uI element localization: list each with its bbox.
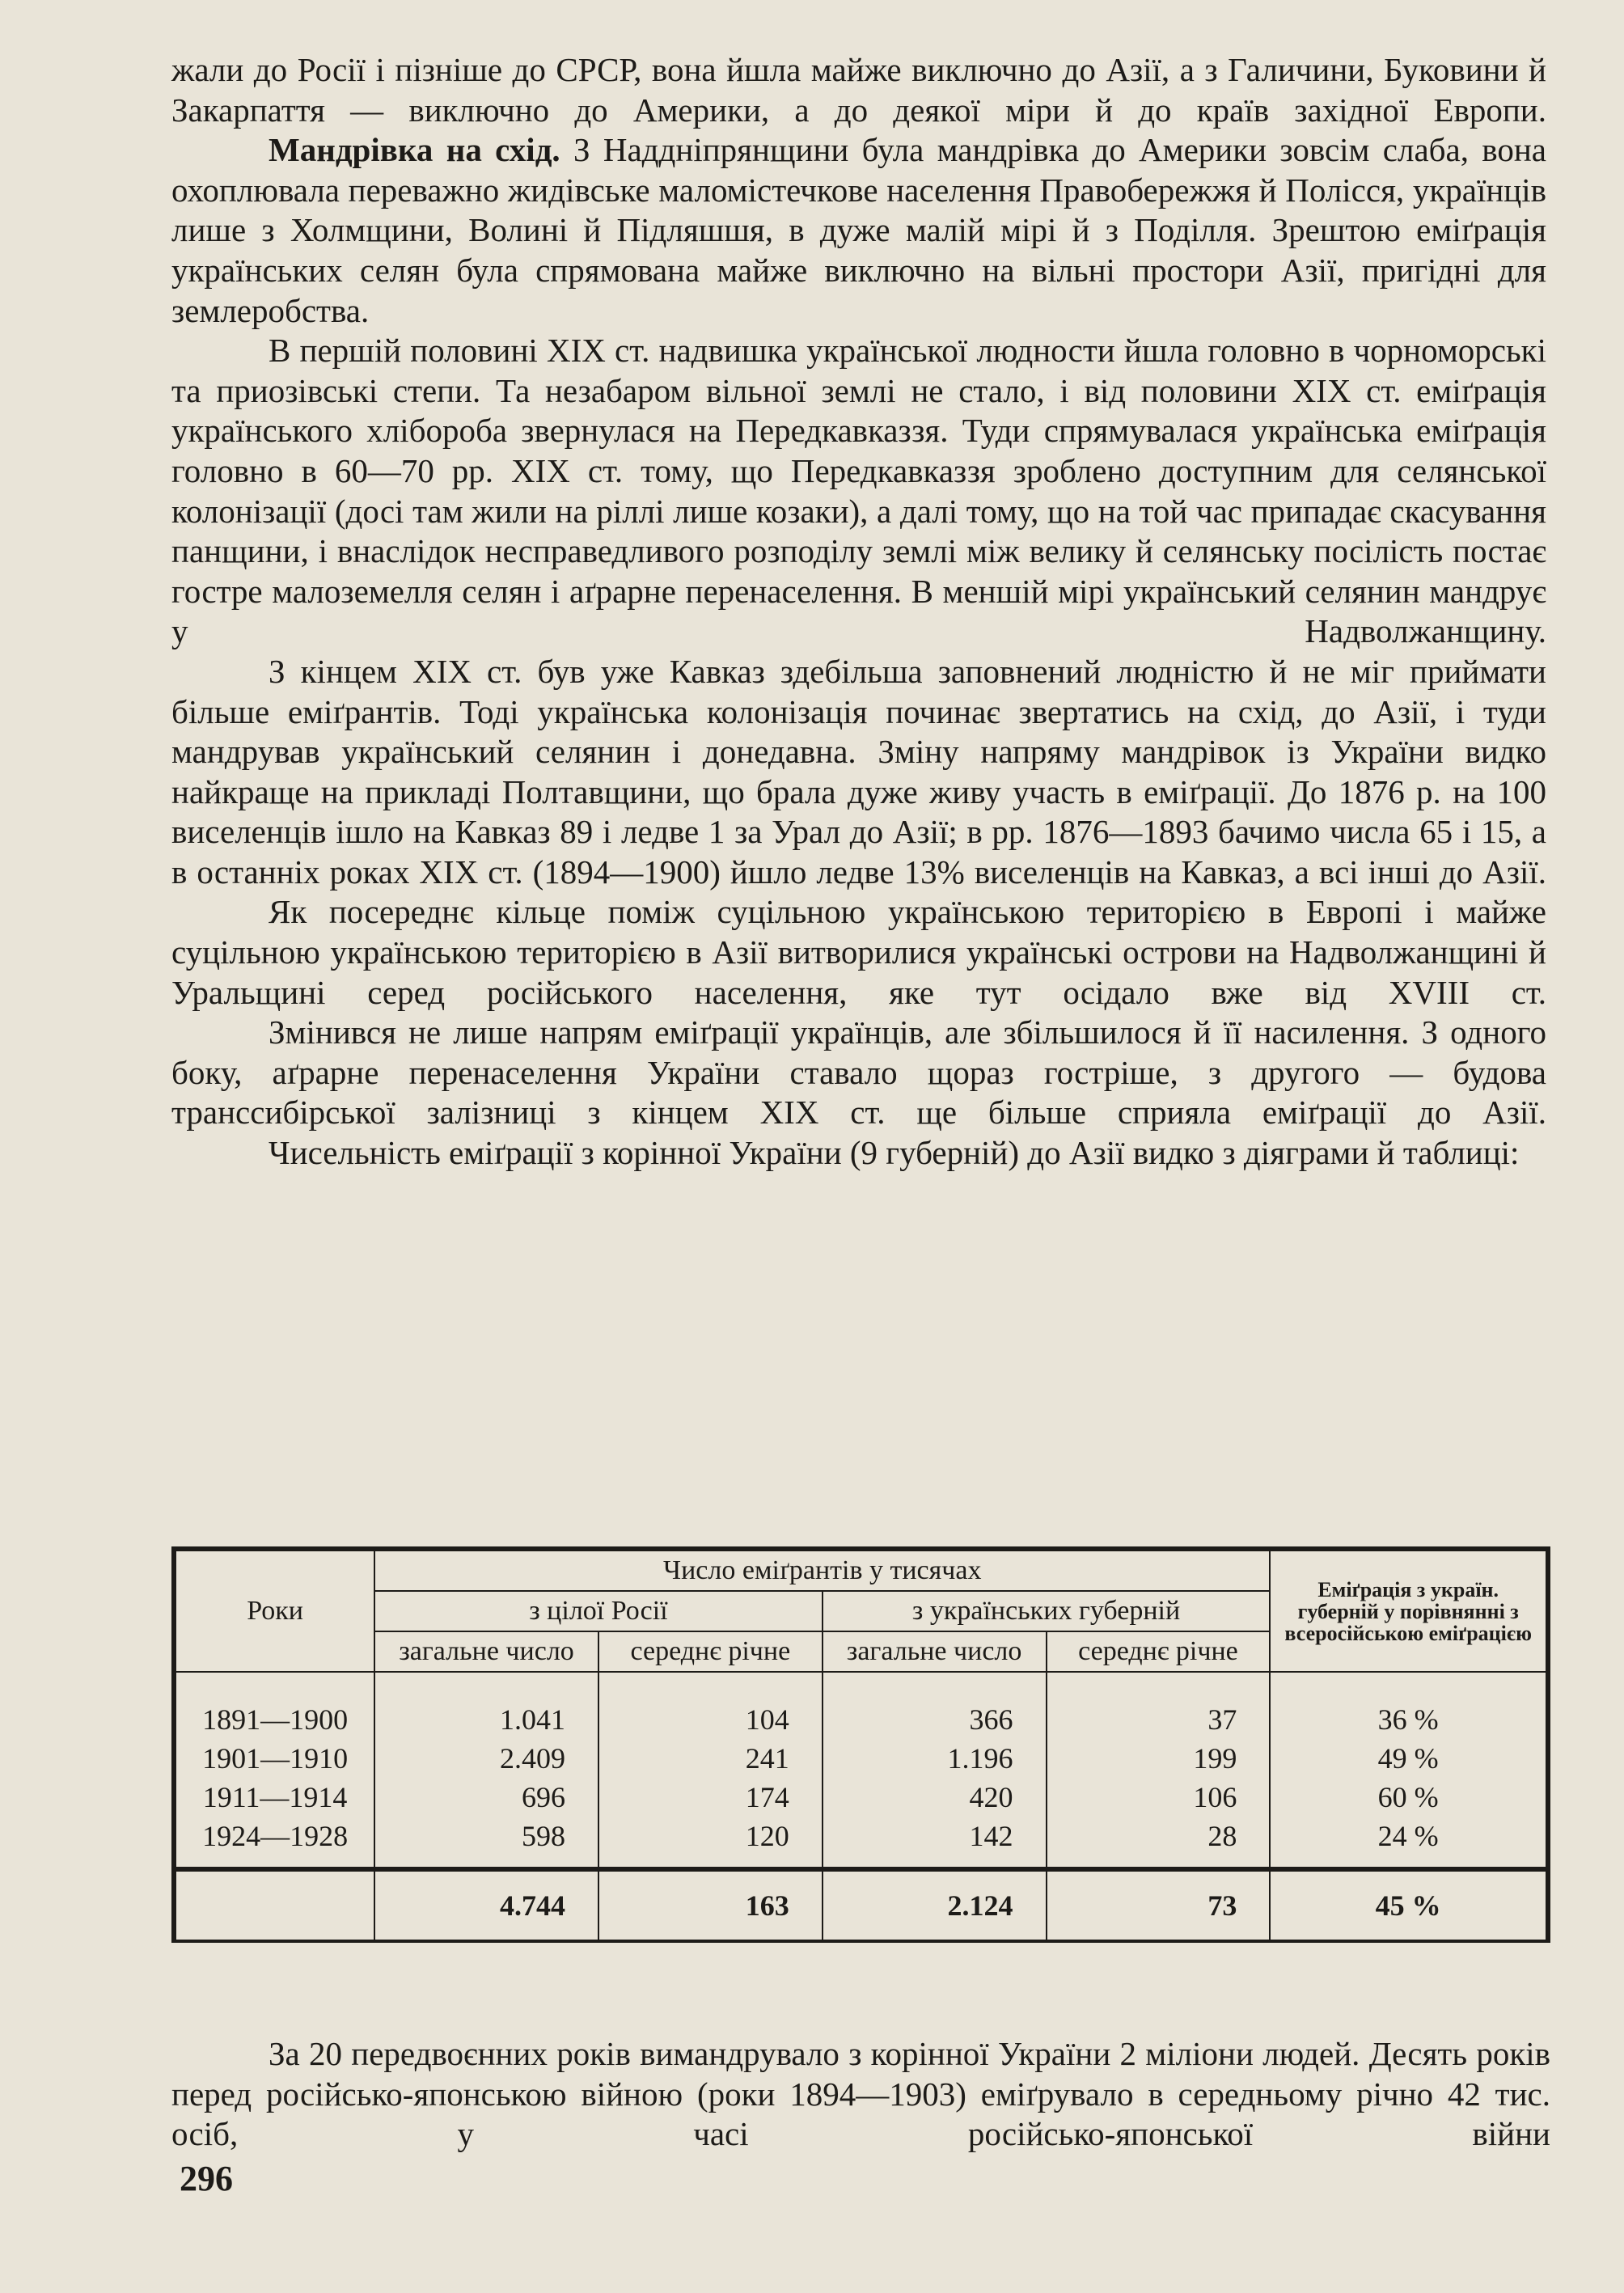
paragraph-table-intro: Чисельність еміґрації з корінної України (9 губерній) до Азії видко з діяграми й таблиці: [269, 1134, 1520, 1172]
col-header-ukraine: з українських губерній [823, 1591, 1271, 1631]
col-header-russia-avg: середнє річне [598, 1631, 823, 1672]
cell-years-empty [174, 1869, 374, 1941]
page-number: 296 [180, 2159, 233, 2198]
cell-ukr-avg: 37 [1047, 1700, 1271, 1739]
cell-russia-avg: 120 [598, 1817, 823, 1869]
cell-years: 1924—1928 [174, 1817, 374, 1869]
cell-ukr-avg: 106 [1047, 1778, 1271, 1817]
paragraph-text: З Наддніпрянщини була мандрівка до Америки зовсім слаба, вона охоплювала переважно жидівське маломістечкове населення Правобережжя й Полісся, українців лише з Холмщини, Волині й Підляшшя, в дуже малій мірі й з Поділля. Зрештою еміґрація українських селян була спрямована майже виключно на вільні простори Азії, пригідні для землеробства. [171, 131, 1546, 329]
emigration-table [171, 1546, 1550, 1943]
col-header-russia-total: загальне число [374, 1631, 598, 1672]
table-total-row [174, 1869, 1548, 1941]
cell-russia-total: 2.409 [374, 1739, 598, 1778]
cell-years: 1891—1900 [174, 1700, 374, 1739]
table-row [174, 1817, 1548, 1869]
cell-total-ukr-total: 2.124 [823, 1869, 1047, 1941]
cell-ukr-total: 366 [823, 1700, 1047, 1739]
cell-ukr-total: 1.196 [823, 1739, 1047, 1778]
cell-total-russia-total: 4.744 [374, 1869, 598, 1941]
cell-ukr-avg: 28 [1047, 1817, 1271, 1869]
cell-ratio: 49 % [1270, 1739, 1548, 1778]
col-header-russia: з цілої Росії [374, 1591, 823, 1631]
section-heading: Мандрівка на схід. [269, 131, 560, 169]
cell-years: 1911—1914 [174, 1778, 374, 1817]
col-header-ukr-total: загальне число [823, 1631, 1047, 1672]
main-text [171, 50, 1546, 1174]
paragraph-caucasus: З кінцем XIX ст. був уже Кавказ здебільша заповнений людністю й не міг приймати більше еміґрантів. Тоді українська колонізація починає звертатись на схід, до Азії, і туди мандрував український селянин і донедавна. Зміну напряму мандрівок із України видко найкраще на прикладі Полтавщини, що брала дуже живу участь в еміґрації. До 1876 р. на 100 виселенців ішло на Кавказ 89 і ледве 1 за Урал до Азії; в рр. 1876—1893 бачимо числа 65 і 15, а в останніх роках XIX ст. (1894—1900) йшло ледве 13% виселенців на Кавказ, а всі інші до Азії. [171, 652, 1546, 891]
cell-ukr-total: 420 [823, 1778, 1047, 1817]
paragraph-continuation: жали до Росії і пізніше до СРСР, вона йшла майже виключно до Азії, а з Галичини, Буковини й Закарпаття — виключно до Америки, а до деякої міри й до країв західної Европи. [171, 51, 1546, 129]
emigration-table-wrap [171, 1546, 1550, 1943]
paragraph-prewar: За 20 передвоєнних років вимандрувало з корінної України 2 міліони людей. Десять років перед російсько-японською війною (роки 1894—1903) еміґрувало в середньому річно 42 тис. осіб, у часі російсько-японської війни [171, 2035, 1550, 2153]
col-header-years: Роки [174, 1549, 374, 1672]
cell-ratio: 24 % [1270, 1817, 1548, 1869]
cell-total-russia-avg: 163 [598, 1869, 823, 1941]
cell-russia-avg: 104 [598, 1700, 823, 1739]
col-header-group: Число еміґрантів у тисячах [374, 1549, 1270, 1591]
cell-ratio: 36 % [1270, 1700, 1548, 1739]
table-row [174, 1700, 1548, 1739]
paragraph-intensity: Змінився не лише напрям еміґрації українців, але збільшилося й її насилення. З одного боку, аґрарне перенаселення України ставало щораз гостріше, з другого — будова транссибірської залізниці з кінцем XIX ст. ще більше сприяла еміґрації до Азії. [171, 1013, 1546, 1132]
cell-russia-total: 598 [374, 1817, 598, 1869]
text-after-table [171, 2034, 1550, 2155]
cell-russia-total: 696 [374, 1778, 598, 1817]
paragraph-islands: Як посереднє кільце поміж суцільною українською територією в Европі і майже суцільною українською територією в Азії витворилися українські острови на Надволжанщині й Уральщині серед російського населення, яке тут осідало вже від XVIII ст. [171, 893, 1546, 1011]
paragraph-19th-century: В першій половині XIX ст. надвишка української людности йшла головно в чорноморські та приозівські степи. Та незабаром вільної землі не стало, і від половини XIX ст. еміґрація українського хлібороба звернулася на Передкавказзя. Туди спрямувалася українська еміґрація головно в 60—70 рр. XIX ст. тому, що Передкавказзя зроблено доступним для селянської колонізації (досі там жили на ріллі лише козаки), а далі тому, що на той час припадає скасування панщини, і внаслідок несправедливого розподілу землі між велику й селянську посілість постає гостре малоземелля селян і аґрарне перенаселення. В меншій мірі український селянин мандрує у Надволжанщину. [171, 332, 1546, 650]
cell-ratio: 60 % [1270, 1778, 1548, 1817]
cell-ukr-total: 142 [823, 1817, 1047, 1869]
cell-russia-avg: 174 [598, 1778, 823, 1817]
table-row [174, 1778, 1548, 1817]
paragraph-eastward [171, 130, 1546, 331]
cell-years: 1901—1910 [174, 1739, 374, 1778]
cell-total-ratio: 45 % [1270, 1869, 1548, 1941]
col-header-ukr-avg: середнє річне [1047, 1631, 1271, 1672]
table-row [174, 1739, 1548, 1778]
cell-total-ukr-avg: 73 [1047, 1869, 1271, 1941]
cell-russia-total: 1.041 [374, 1700, 598, 1739]
col-header-ratio: Еміґрація з україн. губерній у порівнянні з всеросійською еміґрацією [1270, 1549, 1548, 1672]
cell-ukr-avg: 199 [1047, 1739, 1271, 1778]
cell-russia-avg: 241 [598, 1739, 823, 1778]
